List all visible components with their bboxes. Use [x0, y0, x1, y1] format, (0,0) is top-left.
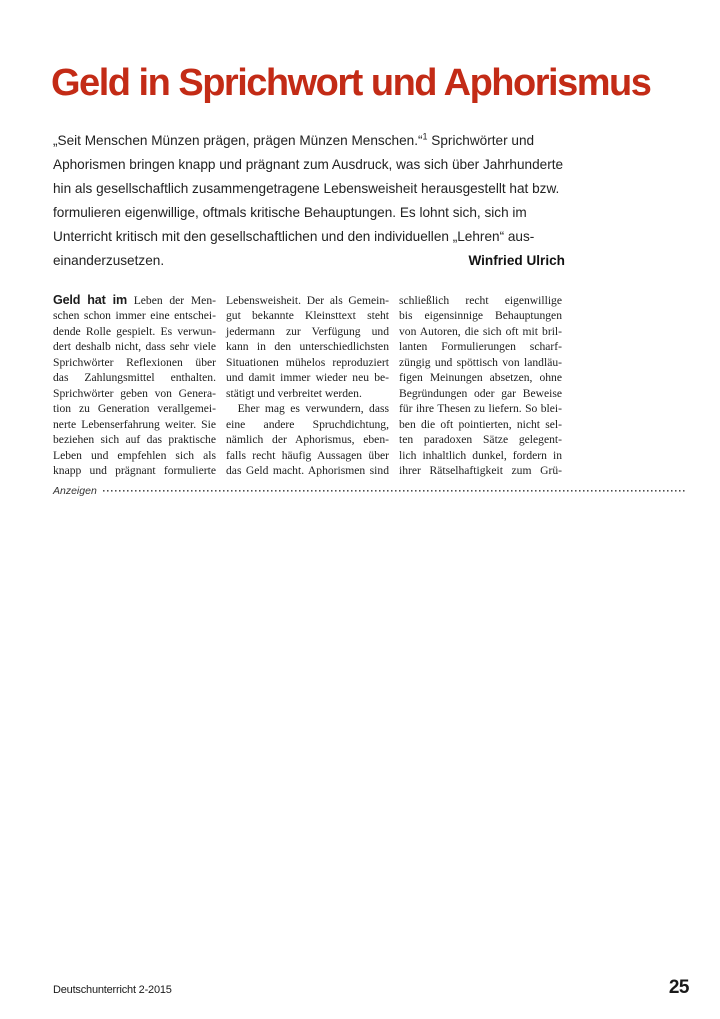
text-line: figen Meinungen absetzen, ohne	[399, 371, 562, 385]
intro-quote-text: „Seit Menschen Münzen prägen, prägen Münzen Menschen.“	[53, 133, 423, 148]
intro-line	[53, 129, 565, 153]
text-line: lanten Formulierungen scharf-	[399, 340, 562, 354]
text-line: nerte Lebenserfahrung weiter. Sie	[53, 417, 216, 431]
text-line: Situationen mühelos reproduziert	[226, 355, 389, 369]
intro-paragraph	[53, 129, 565, 273]
text-line: und damit immer wieder neu be-	[226, 371, 389, 385]
column-3	[399, 293, 562, 478]
author-name: Winfried Ulrich	[468, 253, 565, 268]
text-line: für ihre Thesen zu liefern. So blei-	[399, 402, 562, 416]
text-line: schen schon immer eine entschei-	[53, 309, 216, 323]
text-line: ten paradoxen Sätze gelegent-	[399, 433, 562, 447]
intro-line-rest: Sprichwörter und	[427, 133, 535, 148]
intro-line: formulieren eigenwillige, oftmals kritische Behauptungen. Es lohnt sich, sich im	[53, 205, 527, 220]
text-line: gut bekannte Kleinsttext steht	[226, 309, 389, 323]
column-3-lines	[399, 293, 562, 478]
text-line: nämlich der Aphorismus, eben-	[226, 433, 389, 447]
text-line: Begründungen oder gar Beweise	[399, 386, 562, 400]
text-line: kann in den unterschiedlichsten	[226, 340, 389, 354]
intro-line-text: einanderzusetzen.	[53, 253, 165, 268]
dotted-leader	[103, 482, 687, 492]
intro-line: hin als gesellschaftlich zusammengetragene Lebensweisheit herausgestellt hat bzw.	[53, 181, 560, 196]
text-line: Leben und empfehlen sich als	[53, 448, 216, 462]
page-title: Geld in Sprichwort und Aphorismus	[51, 62, 651, 104]
column-1-lines	[53, 308, 216, 478]
intro-line: Aphorismen bringen knapp und prägnant zum Ausdruck, was sich über Jahrhunderte	[53, 157, 564, 172]
column-2-lines	[226, 293, 389, 478]
text-line: lich inhaltlich dunkel, fordern in	[399, 448, 562, 462]
article-columns	[53, 293, 562, 478]
text-line: das Zahlungsmittel enthalten.	[53, 371, 216, 385]
journal-name: Deutschunterricht 2-2015	[53, 984, 172, 996]
text-line: das Geld macht. Aphorismen sind	[226, 463, 389, 477]
anzeigen-row	[53, 484, 687, 497]
text-line: stätigt und verbreitet werden.	[226, 386, 362, 400]
text-line: von Autoren, die sich oft mit bril-	[399, 324, 562, 338]
text-line: ben die oft pointierten, nicht sel-	[399, 417, 562, 431]
paragraph-lead-in: Geld hat im	[53, 293, 127, 307]
text-line: schließlich recht eigenwillige	[399, 294, 562, 307]
text-line: Sprichwörter Reflexionen über	[53, 355, 216, 369]
text-line: Sprichwörter geben von Genera-	[53, 386, 216, 400]
text-line: beziehen sich auf das praktische	[53, 433, 216, 447]
text-line: bis eigensinnige Behauptungen	[399, 309, 562, 323]
anzeigen-label: Anzeigen	[53, 485, 97, 497]
text-line: falls recht häufig Aussagen über	[226, 448, 389, 462]
line-rest: Leben der Men-	[133, 294, 216, 307]
column-2	[226, 293, 389, 478]
text-line: dende Rolle gespielt. Es verwun-	[53, 324, 216, 338]
intro-last-line	[53, 249, 565, 273]
text-line: ihrer Rätselhaftigkeit zum Grü-	[399, 463, 562, 477]
text-line	[53, 293, 216, 308]
page-number: 25	[668, 977, 689, 998]
text-line: tion zu Generation verallgemei-	[53, 402, 216, 416]
footnote-marker: 1	[422, 131, 428, 142]
text-line: züngig und spöttisch von landläu-	[399, 355, 562, 369]
text-line: jedermann zur Verfügung und	[226, 324, 389, 338]
text-line: Eher mag es verwundern, dass	[226, 402, 389, 416]
intro-line: Unterricht kritisch mit den gesellschaftlichen und den individuellen „Lehren“ aus-	[53, 229, 535, 244]
text-line: eine andere Spruchdichtung,	[226, 417, 389, 431]
text-line: dert deshalb nicht, dass sehr viele	[53, 340, 216, 354]
text-line: knapp und prägnant formulierte	[53, 463, 216, 477]
text-line: Lebensweisheit. Der als Gemein-	[226, 294, 389, 307]
column-1	[53, 293, 216, 478]
